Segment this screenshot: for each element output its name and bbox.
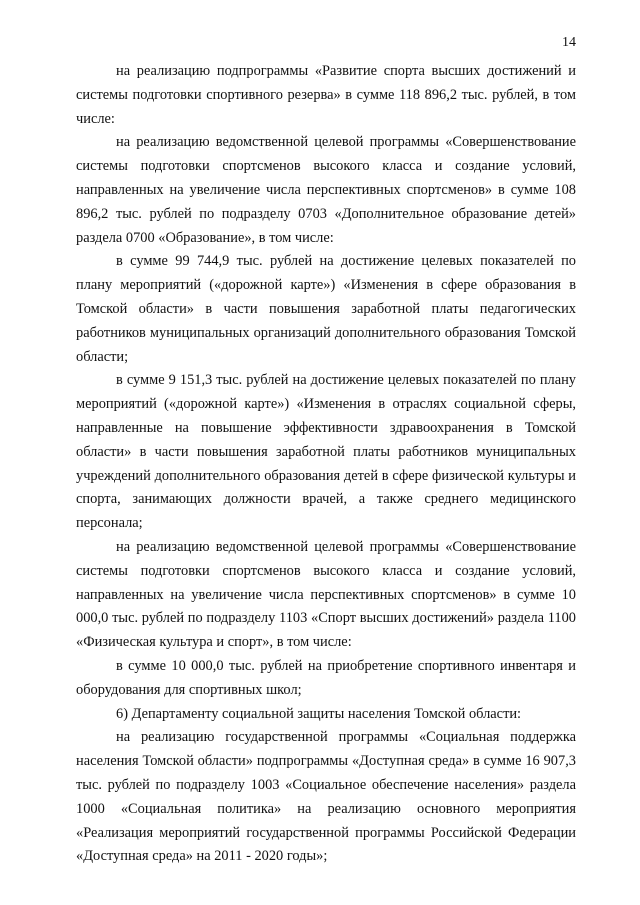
paragraph-accessible-environment: на реализацию государственной программы «Социальная поддержка населения Томской области» подпрограммы «Доступная среда» в сумме 16 907,3 тыс. рублей по подразделу 1003 «Социальное обеспечение населения» раздела 1000 «Социальная политика» на реализацию основного мероприятия «Реализация мероприятий государственной программы Российской Федерации «Доступная среда» на 2011 - 2020 годы»; (76, 729, 576, 865)
document-body (76, 60, 576, 869)
paragraph-roadmap-healthcare: в сумме 9 151,3 тыс. рублей на достижение целевых показателей по плану мероприятий («дорожной карте») «Изменения в отраслях социальной сферы, направленные на повышение эффективности здравоохранения в Томской области» в части повышения заработной платы работников муниципальных учреждений дополнительного образования детей в сфере физической культуры и спорта, занимающих должности врачей, а также среднего медицинского персонала; (76, 372, 576, 532)
paragraph-target-program-sport: на реализацию ведомственной целевой программы «Совершенствование системы подготовки спортсменов высокого класса и создание условий, направленных на увеличение числа перспективных спортсменов» в сумме 10 000,0 тыс. рублей по подразделу 1103 «Спорт высших достижений» раздела 1100 «Физическая культура и спорт», в том числе: (76, 538, 576, 651)
paragraph-roadmap-education: в сумме 99 744,9 тыс. рублей на достижение целевых показателей по плану мероприятий («дорожной карте») «Изменения в сфере образования в Томской области» в части повышения заработной платы педагогических работников муниципальных организаций дополнительного образования Томской области; (76, 253, 576, 365)
paragraph-sports-equipment: в сумме 10 000,0 тыс. рублей на приобретение спортивного инвентаря и оборудования для спортивных школ; (76, 657, 576, 698)
page-number: 14 (562, 35, 576, 50)
paragraph-social-protection-department: 6) Департаменту социальной защиты населения Томской области: (116, 705, 522, 722)
paragraph-target-program-education: на реализацию ведомственной целевой программы «Совершенствование системы подготовки спортсменов высокого класса и создание условий, направленных на увеличение числа перспективных спортсменов» в сумме 108 896,2 тыс. рублей по подразделу 0703 «Дополнительное образование детей» раздела 0700 «Образование», в том числе: (76, 134, 576, 246)
paragraph-sport-subprogram: на реализацию подпрограммы «Развитие спорта высших достижений и системы подготовки спортивного резерва» в сумме 118 896,2 тыс. рублей, в том числе: (76, 63, 576, 127)
